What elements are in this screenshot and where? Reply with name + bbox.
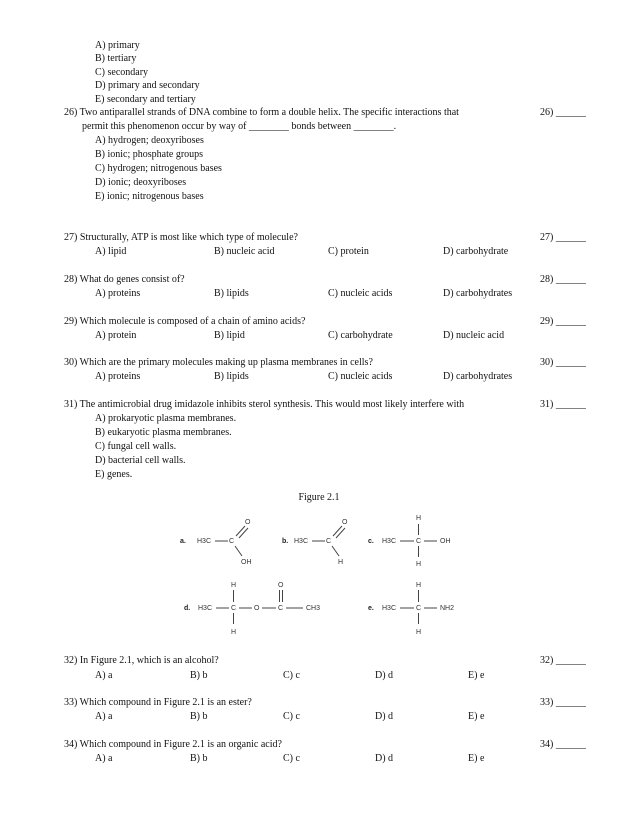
q31-answer-blank[interactable]: 31) ______ — [540, 399, 586, 410]
label-b: b. — [282, 538, 289, 545]
atom-c: C — [416, 538, 422, 545]
q26-option-e: E) ionic; nitrogenous bases — [95, 191, 204, 202]
atom-h: H — [416, 582, 422, 589]
q34-option-a: A) a — [95, 753, 113, 764]
atom-h: H — [416, 629, 422, 636]
q28-question: 28) What do genes consist of? — [64, 274, 185, 285]
atom-oh: OH — [241, 559, 252, 566]
q25-option-d: D) primary and secondary — [95, 80, 200, 91]
atom-o: O — [254, 605, 260, 612]
q33-question: 33) Which compound in Figure 2.1 is an ester? — [64, 697, 252, 708]
q25-option-a: A) primary — [95, 40, 140, 51]
q32-option-c: C) c — [283, 670, 300, 681]
q33-option-d: D) d — [375, 711, 394, 722]
figure-title: Figure 2.1 — [298, 492, 340, 503]
q26-option-d: D) ionic; deoxyriboses — [95, 177, 187, 188]
atom-h3c: H3C — [197, 538, 212, 545]
q30-option-c: C) nucleic acids — [328, 371, 393, 382]
molecule-a — [180, 519, 252, 566]
q25-option-e: E) secondary and tertiary — [95, 94, 196, 105]
q29-option-d: D) nucleic acid — [443, 330, 505, 341]
atom-c: C — [326, 538, 332, 545]
label-e: e. — [368, 605, 374, 612]
q26-option-c: C) hydrogen; nitrogenous bases — [95, 163, 222, 174]
q34-option-c: C) c — [283, 753, 300, 764]
q34-option-e: E) e — [468, 753, 485, 764]
q31-option-b: B) eukaryotic plasma membranes. — [95, 427, 232, 438]
atom-o: O — [245, 519, 251, 526]
q31-question: 31) The antimicrobial drug imidazole inhibits sterol synthesis. This would most likely interfere with — [64, 399, 465, 410]
q34-option-d: D) d — [375, 753, 394, 764]
q27-question: 27) Structurally, ATP is most like which type of molecule? — [64, 232, 298, 243]
q32-answer-blank[interactable]: 32) ______ — [540, 655, 586, 666]
atom-h: H — [231, 629, 237, 636]
q34-question: 34) Which compound in Figure 2.1 is an organic acid? — [64, 739, 282, 750]
atom-nh2: NH2 — [440, 605, 455, 612]
q29-option-a: A) protein — [95, 330, 137, 341]
atom-h: H — [231, 582, 237, 589]
q32-question: 32) In Figure 2.1, which is an alcohol? — [64, 655, 219, 666]
q30-answer-blank[interactable]: 30) ______ — [540, 357, 586, 368]
molecule-d — [184, 582, 320, 636]
q26-question: 26) Two antiparallel strands of DNA combine to form a double helix. The specific interactions that — [64, 107, 459, 118]
q26-question-cont: permit this phenomenon occur by way of ________ bonds between ________. — [82, 121, 397, 132]
q29-question: 29) Which molecule is composed of a chain of amino acids? — [64, 316, 306, 327]
q31-option-c: C) fungal cell walls. — [95, 441, 177, 452]
q28-option-d: D) carbohydrates — [443, 288, 513, 299]
atom-o: O — [278, 582, 284, 589]
atom-h3c: H3C — [382, 605, 397, 612]
q26-answer-blank[interactable]: 26) ______ — [540, 107, 586, 118]
label-a: a. — [180, 538, 186, 545]
q34-answer-blank[interactable]: 34) ______ — [540, 739, 586, 750]
q26-option-b: B) ionic; phosphate groups — [95, 149, 204, 160]
q28-option-c: C) nucleic acids — [328, 288, 393, 299]
label-c: c. — [368, 538, 374, 545]
q31-option-d: D) bacterial cell walls. — [95, 455, 186, 466]
molecule-c — [368, 515, 451, 568]
q27-option-b: B) nucleic acid — [214, 246, 275, 257]
q28-option-a: A) proteins — [95, 288, 141, 299]
q25-option-b: B) tertiary — [95, 53, 137, 64]
q29-option-c: C) carbohydrate — [328, 330, 393, 341]
atom-h3c: H3C — [382, 538, 397, 545]
q28-answer-blank[interactable]: 28) ______ — [540, 274, 586, 285]
label-d: d. — [184, 605, 191, 612]
q33-option-c: C) c — [283, 711, 300, 722]
atom-c: C — [278, 605, 284, 612]
atom-h3c: H3C — [294, 538, 309, 545]
atom-c: C — [231, 605, 237, 612]
q30-option-d: D) carbohydrates — [443, 371, 513, 382]
atom-h: H — [416, 515, 422, 522]
atom-o: O — [342, 519, 348, 526]
q32-option-e: E) e — [468, 670, 485, 681]
q30-question: 30) Which are the primary molecules making up plasma membranes in cells? — [64, 357, 373, 368]
q27-option-a: A) lipid — [95, 246, 127, 257]
q31-option-a: A) prokaryotic plasma membranes. — [95, 413, 237, 424]
atom-oh: OH — [440, 538, 451, 545]
atom-ch3: CH3 — [306, 605, 321, 612]
q27-answer-blank[interactable]: 27) ______ — [540, 232, 586, 243]
q30-option-b: B) lipids — [214, 371, 249, 382]
q33-option-a: A) a — [95, 711, 113, 722]
atom-h: H — [416, 561, 422, 568]
q29-option-b: B) lipid — [214, 330, 245, 341]
molecule-b — [282, 519, 348, 566]
atom-c: C — [229, 538, 235, 545]
q27-option-d: D) carbohydrate — [443, 246, 509, 257]
q31-option-e: E) genes. — [95, 469, 133, 480]
q25-option-c: C) secondary — [95, 67, 149, 78]
q30-option-a: A) proteins — [95, 371, 141, 382]
q26-option-a: A) hydrogen; deoxyriboses — [95, 135, 204, 146]
q33-option-e: E) e — [468, 711, 485, 722]
atom-h: H — [338, 559, 344, 566]
q32-option-d: D) d — [375, 670, 394, 681]
q33-answer-blank[interactable]: 33) ______ — [540, 697, 586, 708]
q32-option-a: A) a — [95, 670, 113, 681]
q32-option-b: B) b — [190, 670, 208, 681]
q33-option-b: B) b — [190, 711, 208, 722]
atom-c: C — [416, 605, 422, 612]
atom-h3c: H3C — [198, 605, 213, 612]
molecule-e — [368, 582, 454, 636]
q28-option-b: B) lipids — [214, 288, 249, 299]
q27-option-c: C) protein — [328, 246, 369, 257]
q34-option-b: B) b — [190, 753, 208, 764]
q29-answer-blank[interactable]: 29) ______ — [540, 316, 586, 327]
